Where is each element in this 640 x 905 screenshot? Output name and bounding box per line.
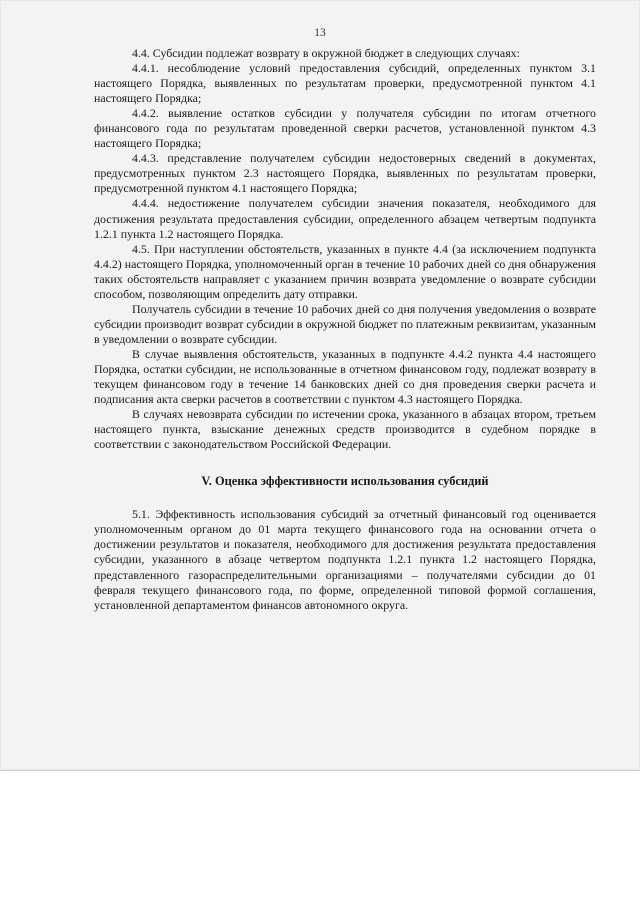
paragraph-4-4-2: 4.4.2. выявление остатков субсидии у получателя субсидии по итогам отчетного финансового года по результатам проведенной сверки расчетов, установленной пунктом 4.3 настоящего Порядка; <box>94 106 596 151</box>
paragraph-recipient-return: Получатель субсидии в течение 10 рабочих дней со дня получения уведомления о возврате субсидии производит возврат субсидии в окружной бюджет по платежным реквизитам, указанным в уведомлении о возврате субсидии. <box>94 301 596 346</box>
paragraph-5-1: 5.1. Эффективность использования субсидий за отчетный финансовый год оценивается уполномоченным органом до 01 марта текущего финансового года на основании отчета о достижении результатов и показателя, необходимого для достижения результата предоставления субсидии, указанного в абзаце четвертом подпункта 1.2.1 пункта 1.2 настоящего Порядка, представленного газораспределительными организациями – получателями субсидии до 01 февраля текущего финансового года, по форме, определенной типовой формой соглашения, установленной департаментом финансов автономного округа. <box>94 507 596 612</box>
paragraph-4-4-3: 4.4.3. представление получателем субсидии недостоверных сведений в документах, предусмотренных пунктом 2.3 настоящего Порядка, выявленных по результатам проверки, предусмотренной пунктом 4.1 настоящего Порядка; <box>94 151 596 196</box>
paragraph-4-4: 4.4. Субсидии подлежат возврату в окружной бюджет в следующих случаях: <box>132 46 520 60</box>
section-heading: V. Оценка эффективности использования субсидий <box>201 474 489 489</box>
paragraph-residual-return: В случае выявления обстоятельств, указанных в подпункте 4.4.2 пункта 4.4 настоящего Порядка, остатки субсидии, не использованные в отчетном финансовом году, подлежат возврату в текущем финансовом году в течение 14 банковских дней со дня проведения сверки расчета и подписания акта сверки расчетов в соответствии с пунктом 4.3 настоящего Порядка. <box>94 346 596 407</box>
paragraph-4-4-1: 4.4.1. несоблюдение условий предоставления субсидий, определенных пунктом 3.1 настоящего Порядка, выявленных по результатам проверки, предусмотренной пунктом 4.1 настоящего Порядка; <box>94 61 596 106</box>
page-body <box>94 46 596 613</box>
paragraph-court-recovery: В случаях невозврата субсидии по истечении срока, указанного в абзацах втором, третьем настоящего пункта, взыскание денежных средств производится в судебном порядке в соответствии с законодательством Российской Федерации. <box>94 407 596 452</box>
paragraph-4-5: 4.5. При наступлении обстоятельств, указанных в пункте 4.4 (за исключением подпункта 4.4.2) настоящего Порядка, уполномоченный орган в течение 10 рабочих дней со дня обнаружения таких обстоятельств направляет с указанием причин возврата уведомление о возврате субсидии способом, позволяющим определить дату отправки. <box>94 241 596 301</box>
page-number: 13 <box>314 27 326 39</box>
paragraph-4-4-4: 4.4.4. недостижение получателем субсидии значения показателя, необходимого для достижения результата предоставления субсидии, определенного абзацем четвертым подпункта 1.2.1 пункта 1.2 настоящего Порядка. <box>94 196 596 241</box>
